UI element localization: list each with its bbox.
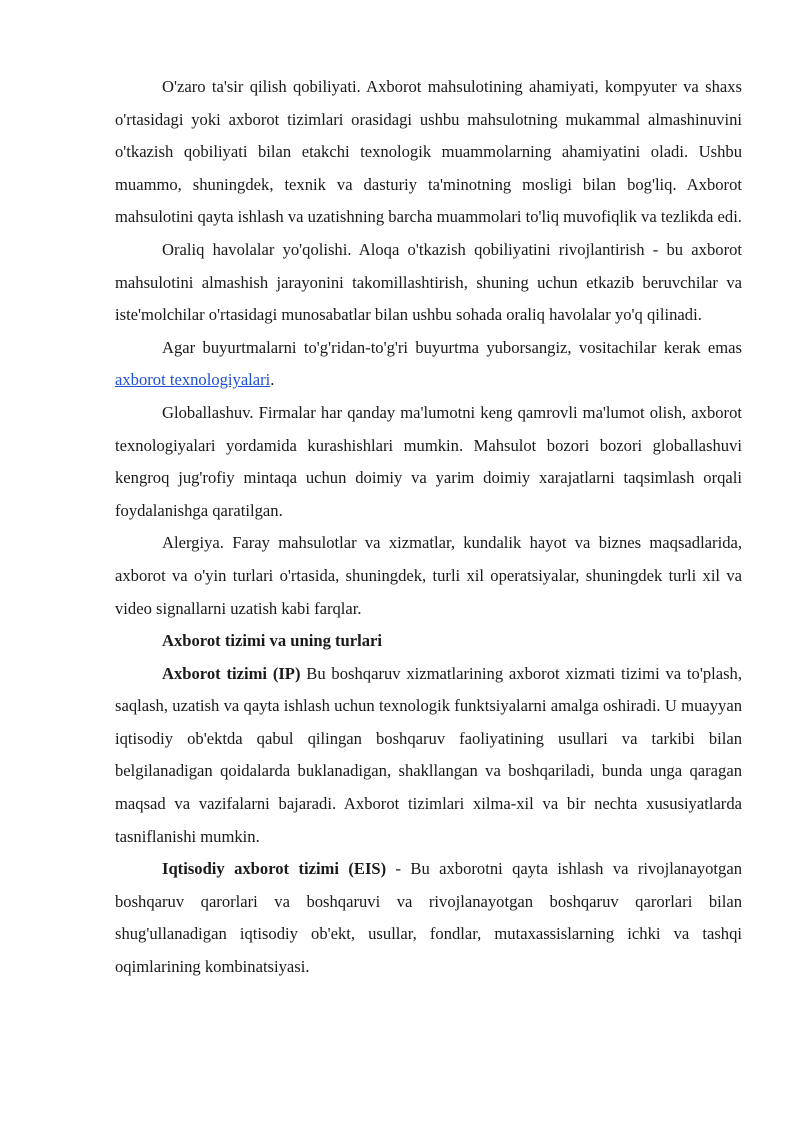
paragraph-intermediate-links: Oraliq havolalar yo'qolishi. Aloqa o'tkazish qobiliyatini rivojlantirish - bu axborot mahsulotini almashish jarayonini takomillashtirish, shuning uchun etkazib beruvchilar va iste'molchilar o'rtasidagi munosabatlar bilan ushbu sohada oraliq havolalar yo'q qilinadi.: [115, 239, 742, 325]
paragraph-interoperability: O'zaro ta'sir qilish qobiliyati. Axborot mahsulotining ahamiyati, kompyuter va shaxs o'rtasidagi yoki axborot tizimlari orasidagi ushbu mahsulotning mukammal almashinuvini o'tkazish qobiliyati bilan etakchi texnologik muammolarning ahamiyatini oladi. Ushbu muammo, shuningdek, texnik va dasturiy ta'minotning mosligi bilan bog'liq. Axborot mahsulotini qayta ishlash va uzatishning barcha muammolari to'liq muvofiqlik va tezlikda edi.: [115, 77, 742, 227]
paragraph-globalization: Globallashuv. Firmalar har qanday ma'lumotni keng qamrovli ma'lumot olish, axborot texnologiyalari yordamida kurashishlari mumkin. Mahsulot bozori bozori globallashuvi kengroq jug'rofiy mintaqa uchun doimiy va yarim doimiy xarajatlarni taqsimlash orqali foydalanishga qaratilgan.: [115, 402, 742, 520]
paragraph-allergy: Alergiya. Faray mahsulotlar va xizmatlar, kundalik hayot va biznes maqsadlarida, axborot va o'yin turlari o'rtasida, shuningdek, turli xil operatsiyalar, shuningdek turli xil va video signallarni uzatish kabi farqlar.: [115, 533, 742, 618]
paragraph-intermediaries-text: Agar buyurtmalarni to'g'ridan-to'g'ri buyurtma yuborsangiz, vositachilar kerak emas: [162, 337, 742, 357]
it-link[interactable]: axborot texnologiyalari: [115, 370, 271, 390]
definition-economic-information-system: - Bu axborotni qayta ishlash va rivojlanayotgan boshqaruv qarorlari va boshqaruvi va rivojlanayotgan boshqaruv qarorlari bilan shug'ullanadigan iqtisodiy ob'ekt, usullar, fondlar, mutaxassislarning ichki va tashqi oqimlarining kombinatsiyasi.: [115, 859, 743, 977]
paragraph-intermediaries: [115, 332, 742, 397]
paragraph-economic-information-system: [115, 853, 742, 983]
section-heading: Axborot tizimi va uning turlari: [162, 631, 383, 651]
document-page: [115, 71, 742, 984]
term-economic-information-system: Iqtisodiy axborot tizimi (EIS): [162, 859, 387, 879]
definition-information-system: Bu boshqaruv xizmatlarining axborot xizmati tizimi va to'plash, saqlash, uzatish va qayta ishlash uchun texnologik funktsiyalarni amalga oshiradi. U muayyan iqtisodiy ob'ektda qabul qilingan boshqaruv faoliyatining usullari va tarkibi bilan belgilanadigan qoidalarda buklanadigan, shakllangan va boshqariladi, bunda unga qaragan maqsad va vazifalarni bajaradi. Axborot tizimlari xilma-xil va bir nechta xususiyatlarda tasniflanishi mumkin.: [115, 663, 742, 846]
paragraph-intermediaries-end: .: [270, 370, 275, 390]
term-information-system: Axborot tizimi (IP): [162, 663, 301, 683]
paragraph-information-system: [115, 658, 742, 854]
